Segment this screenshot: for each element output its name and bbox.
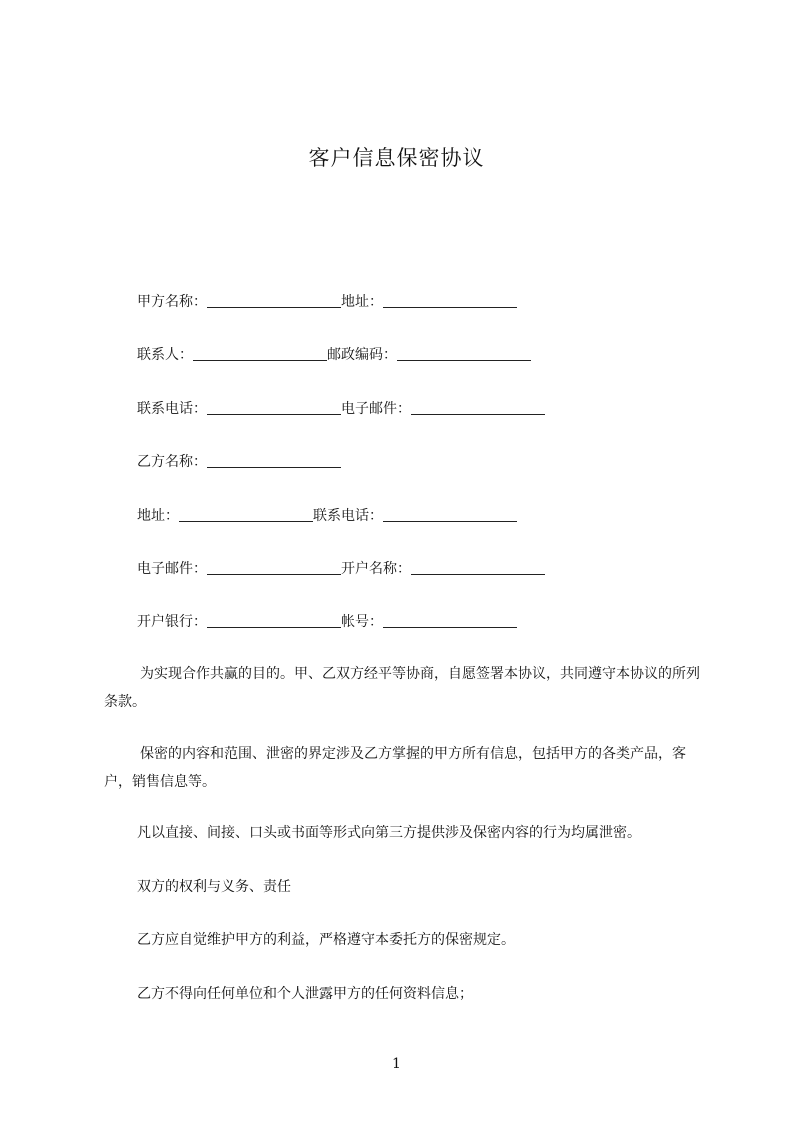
field-label: 邮政编码： [327, 347, 397, 363]
field-label: 开户银行： [137, 614, 207, 630]
field-label: 电子邮件： [341, 401, 411, 417]
fill-blank[interactable] [179, 507, 313, 522]
field-label: 联系人： [137, 347, 193, 363]
fill-blank[interactable] [193, 346, 327, 361]
section-heading-rights: 双方的权利与义务、责任 [137, 879, 291, 895]
field-label: 乙方名称： [137, 454, 207, 470]
field-label: 电子邮件： [137, 561, 207, 577]
field-row-contact [137, 345, 531, 365]
paragraph-purpose [104, 660, 704, 716]
field-label: 帐号： [341, 614, 383, 630]
field-label: 地址： [137, 508, 179, 524]
field-row-party-b-name [137, 452, 341, 472]
paragraph-text: 保密的内容和范围、泄密的界定涉及乙方掌握的甲方所有信息，包括甲方的各类产品，客户，销售信息等。 [104, 746, 686, 790]
field-label: 联系电话： [137, 401, 207, 417]
fill-blank[interactable] [383, 507, 517, 522]
field-row-email-account-name [137, 559, 545, 579]
document-title: 客户信息保密协议 [308, 146, 485, 170]
field-row-party-a-name [137, 292, 517, 312]
paragraph-scope [104, 740, 704, 796]
page-number: 1 [392, 1056, 401, 1072]
fill-blank[interactable] [397, 346, 531, 361]
fill-blank[interactable] [383, 293, 517, 308]
field-row-phone-email [137, 399, 545, 419]
paragraph-text: 为实现合作共赢的目的。甲、乙双方经平等协商，自愿签署本协议，共同遵守本协议的所列条款。 [104, 666, 700, 710]
fill-blank[interactable] [207, 613, 341, 628]
fill-blank[interactable] [383, 613, 517, 628]
fill-blank[interactable] [207, 453, 341, 468]
clause-no-disclosure: 乙方不得向任何单位和个人泄露甲方的任何资料信息； [137, 986, 473, 1002]
field-label: 甲方名称： [137, 294, 207, 310]
clause-party-b-duty: 乙方应自觉维护甲方的利益，严格遵守本委托方的保密规定。 [137, 932, 515, 948]
fill-blank[interactable] [411, 560, 545, 575]
fill-blank[interactable] [207, 293, 341, 308]
clause-leak-definition: 凡以直接、间接、口头或书面等形式向第三方提供涉及保密内容的行为均属泄密。 [137, 825, 641, 841]
field-row-bank-account [137, 612, 517, 632]
fill-blank[interactable] [411, 400, 545, 415]
fill-blank[interactable] [207, 560, 341, 575]
field-label: 开户名称： [341, 561, 411, 577]
field-row-address-phone [137, 506, 517, 526]
fill-blank[interactable] [207, 400, 341, 415]
field-label: 联系电话： [313, 508, 383, 524]
field-label: 地址： [341, 294, 383, 310]
